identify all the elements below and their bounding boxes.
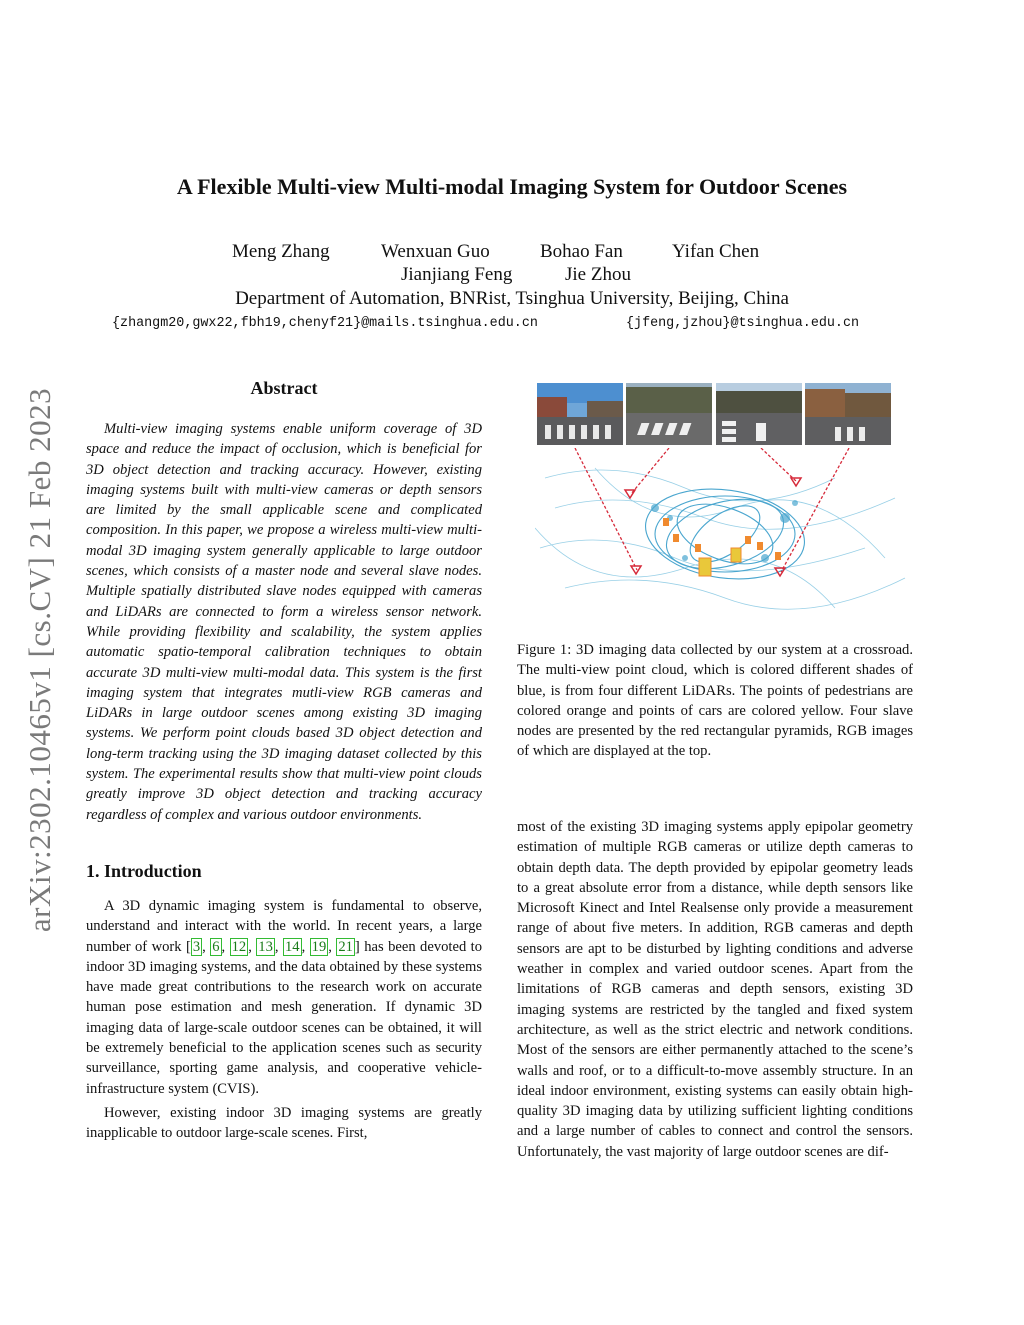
author-name: Wenxuan Guo — [381, 241, 490, 262]
rgb-image-1 — [537, 383, 623, 445]
abstract-heading: Abstract — [250, 378, 318, 398]
citation-link[interactable]: 6 — [212, 938, 220, 955]
author-name: Jie Zhou — [565, 264, 631, 285]
author-name: Meng Zhang — [232, 241, 330, 262]
citation-link[interactable]: 21 — [338, 938, 353, 955]
email-group-2: {jfeng,jzhou}@tsinghua.edu.cn — [626, 316, 860, 331]
citation-link[interactable]: 13 — [258, 938, 273, 955]
rgb-image-4 — [805, 383, 891, 445]
authors-row-2 — [0, 264, 1024, 288]
paper-title: A Flexible Multi-view Multi-modal Imaging System for Outdoor Scenes — [176, 174, 848, 199]
email-group-1: {zhangm20,gwx22,fbh19,chenyf21}@mails.tsinghua.edu.cn — [112, 316, 538, 331]
rgb-image-2 — [626, 383, 712, 445]
section-heading-introduction: 1. Introduction — [86, 860, 202, 881]
point-cloud-visualization — [535, 448, 911, 616]
citation-link[interactable]: 3 — [192, 938, 201, 955]
affiliation: Department of Automation, BNRist, Tsinghua University, Beijing, China — [235, 288, 789, 309]
rgb-image-3 — [716, 383, 802, 445]
author-emails — [0, 316, 1024, 336]
intro-paragraph-2: However, existing indoor 3D imaging systems are greatly inapplicable to outdoor large-scale scenes. First, — [86, 1104, 482, 1142]
abstract-body: Multi-view imaging systems enable uniform coverage of 3D space and reduce the impact of occlusion, which is beneficial for 3D object detection and tracking accuracy. However, existing imaging systems built with multi-view cameras or depth sensors are limited by the small applicable scene and complicated composition. In this paper, we propose a wireless multi-view multi-modal 3D imaging system generally applicable to large outdoor scenes, which consists of a master node and several slave nodes. Multiple spatially distributed slave nodes equipped with cameras and LiDARs are connected to form a wireless sensor network. While providing flexibility and scalability, the system applies automatic spatio-temporal calibration techniques to obtain accurate 3D multi-view multi-modal data. This system is the first imaging system that integrates mutli-view RGB cameras and LiDARs in large outdoor scenes among existing 3D imaging systems. We perform point clouds based 3D object detection and long-term tracking using the 3D imaging dataset collected by this system. The experimental results show that multi-view point clouds greatly improve 3D object detection and tracking accuracy regardless of complex and various outdoor environments. — [86, 421, 482, 823]
author-name: Bohao Fan — [540, 241, 623, 262]
arxiv-id-text: arXiv:2302.10465v1 [cs.CV] 21 Feb 2023 — [22, 387, 57, 933]
author-name: Jianjiang Feng — [401, 264, 513, 285]
citation-link[interactable]: 19 — [311, 938, 327, 955]
citation-link[interactable]: 14 — [284, 938, 300, 955]
left-column — [86, 378, 482, 1144]
intro-text: ] has been devoted to indoor 3D imaging systems, and the data obtained by these systems have made great contributions to the research work on accurate human pose estimation and mesh generation. If dynamic 3D imaging data of large-scale outdoor scenes can be obtained, it will be extremely beneficial to the application scenes such as security surveillance, sporting game analysis, and cooperative vehicle-infrastructure system (CVIS). — [86, 938, 483, 1097]
citation-link[interactable]: 12 — [231, 938, 247, 955]
figure-1-caption: Figure 1: 3D imaging data collected by our system at a crossroad. The multi-view point cloud, which is colored different shades of blue, is from four different LiDARs. The points of pedestrians are colored orange and points of cars are colored yellow. Four slave nodes are presented by the red rectangular pyramids, RGB images of which are displayed at the top. — [517, 642, 913, 760]
arxiv-identifier — [16, 350, 64, 970]
intro-paragraph-1: A 3D dynamic imaging system is fundamental to observe, understand and interact with the world. In recent years, a large number of work [ 3 , 6 , 12 , 13 , 14 , 19 , 21 ] has been devoted to indoor 3D imaging systems, and the data obtained by these systems have made great contributions to the research work on accurate human pose estimation and mesh generation. If dynamic 3D imaging data of large-scale outdoor scenes can be obtained, it will be extremely beneficial to the application scenes such as security surveillance, sporting game analysis, and cooperative vehicle-infrastructure system (CVIS). — [86, 897, 483, 1097]
figure-1 — [535, 380, 911, 616]
right-column-body: most of the existing 3D imaging systems apply epipolar geometry estimation of multiple RGB cameras or utilize depth cameras to obtain depth data. The depth provided by epipolar geometry leads to a great absolute error from a distance, while depth sensors like Microsoft Kinect and Intel Realsense only provide a measurement range of about five meters. In addition, RGB cameras and depth sensors are apt to be disturbed by lighting conditions and adverse weather in complex and varied outdoor scenes. Apart from the limitations of RGB cameras and depth sensors, existing 3D imaging systems are restricted by the tangled and fixed system architecture, as well as the strict electric and network conditions. Most of the sensors are either permanently attached to the scene’s walls and roof, or to a difficult-to-move assembly structure. In an ideal indoor environment, existing systems can easily obtain high-quality 3D imaging data by utilizing sufficient lighting conditions and a large number of cables to connect and control the sensors. Unfortunately, the vast majority of large outdoor scenes are dif- — [517, 819, 913, 1160]
author-name: Yifan Chen — [672, 241, 760, 262]
authors-row-1 — [0, 241, 1024, 265]
intro-text: A 3D dynamic imaging system is fundamental to observe, understand and interact with the world. In recent years, a large number of work [ — [86, 897, 482, 955]
